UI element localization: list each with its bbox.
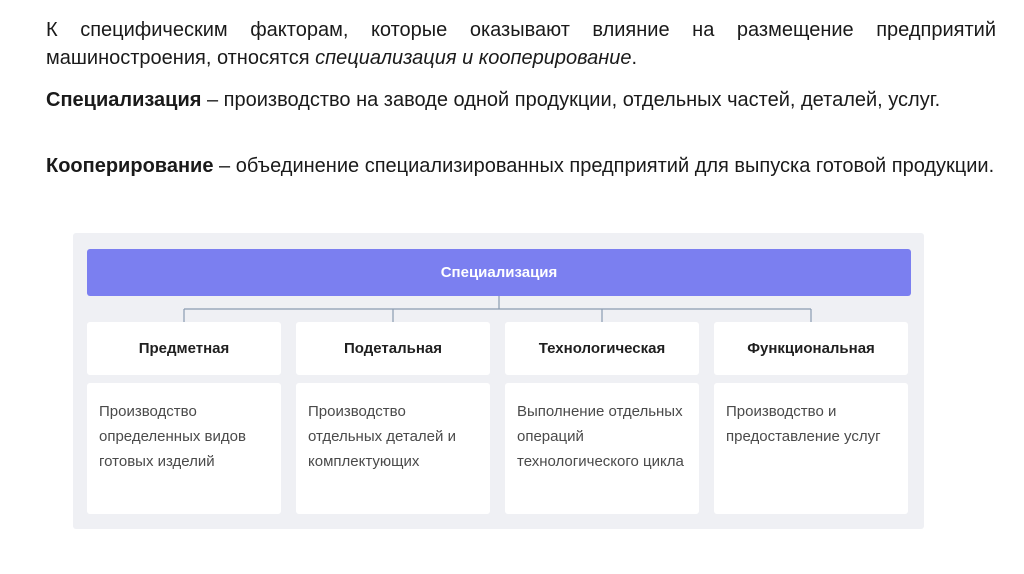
term-cooperation: Кооперирование [46,155,214,177]
column-desc-functional: Производство и предоставление услуг [714,383,908,514]
paragraph-factors [46,16,996,72]
column-title-detail [296,322,490,375]
column-title-functional [714,322,908,375]
diagram-root-label: Специализация [440,264,558,281]
paragraph-factors-end: . [631,47,638,69]
definition-specialization: – производство на заводе одной продукции, отдельных частей, деталей, услуг. [201,89,941,111]
term-specialization: Специализация [46,89,202,111]
definition-cooperation: – объединение специализированных предприятий для выпуска готовой продукции. [213,155,995,177]
paragraph-factors-text: К специфическим факторам, которые оказывают влияние на размещение предприятий машиностроения, относятся [46,19,996,69]
column-desc-detail: Производство отдельных деталей и комплектующих [296,383,490,514]
column-title-subject [87,322,281,375]
specialization-diagram [73,233,924,529]
paragraph-cooperation [46,152,996,180]
column-title-technological [505,322,699,375]
paragraph-factors-italic: специализация и кооперирование [315,47,632,69]
column-title-functional-label: Функциональная [747,340,875,357]
column-title-subject-label: Предметная [138,340,230,357]
column-desc-subject: Производство определенных видов готовых изделий [87,383,281,514]
paragraph-specialization [46,86,996,114]
column-desc-technological: Выполнение отдельных операций технологического цикла [505,383,699,514]
diagram-connectors [73,233,924,329]
column-title-detail-label: Подетальная [343,340,442,357]
column-title-technological-label: Технологическая [538,340,666,357]
